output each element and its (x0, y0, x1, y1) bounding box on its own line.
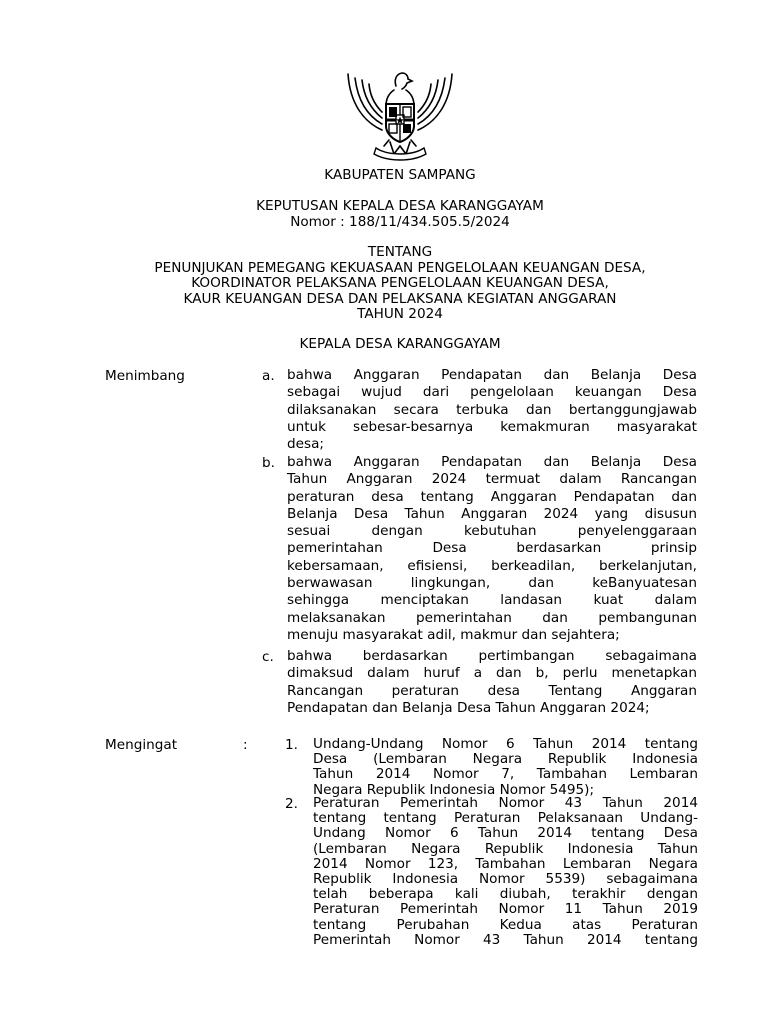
text-line: dilaksanakan secara terbuka dan bertanggungjawab (287, 401, 697, 418)
mengingat-label: Mengingat (105, 737, 178, 753)
text-line: telah beberapa kali diubah, terakhir dengan (313, 886, 698, 903)
menimbang-item-b (287, 454, 697, 644)
text-line: bahwa Anggaran Pendapatan dan Belanja Desa (287, 367, 697, 383)
item-marker: 1. (285, 737, 298, 753)
text-line: Belanja Desa Tahun Anggaran 2024 yang disusun (287, 505, 697, 522)
text-line: sehingga menciptakan landasan kuat dalam (287, 592, 697, 609)
mengingat-colon: : (243, 737, 248, 753)
decree-number: Nomor : 188/11/434.505.5/2024 (290, 214, 510, 230)
text-line: Tahun 2014 Nomor 7, Tambahan Lembaran (313, 766, 698, 783)
text-line: Republik Indonesia Nomor 5539) sebagaimana (313, 871, 698, 888)
regency-name: KABUPATEN SAMPANG (324, 167, 476, 183)
text-line: bahwa Anggaran Pendapatan dan Belanja Desa (287, 454, 697, 470)
text-line: Undang Nomor 6 Tahun 2014 tentang Desa (313, 825, 698, 842)
subject-line: KAUR KEUANGAN DESA DAN PELAKSANA KEGIATAN ANGGARAN (183, 291, 617, 307)
item-marker: 2. (285, 796, 298, 812)
text-line: desa; (287, 436, 324, 453)
text-line: berwawasan lingkungan, dan keBanyuatesan (287, 575, 697, 592)
subject-line: PENUNJUKAN PEMEGANG KEKUASAAN PENGELOLAAN KEUANGAN DESA, (154, 260, 646, 276)
text-line: Undang-Undang Nomor 6 Tahun 2014 tentang (313, 736, 698, 752)
about-heading: TENTANG (367, 244, 433, 260)
menimbang-item-c (287, 648, 697, 717)
item-marker: b. (262, 455, 275, 471)
text-line: bahwa berdasarkan pertimbangan sebagaimana (287, 648, 697, 664)
subject-line: TAHUN 2024 (357, 306, 443, 322)
text-line: menuju masyarakat adil, makmur dan sejahtera; (287, 626, 620, 643)
menimbang-label: Menimbang (105, 368, 185, 384)
text-line: peraturan desa tentang Anggaran Pendapatan dan (287, 488, 697, 505)
official-title: KEPALA DESA KARANGGAYAM (299, 336, 501, 352)
item-marker: a. (262, 368, 275, 384)
text-line: dimaksud dalam huruf a dan b, perlu menetapkan (287, 665, 697, 682)
text-line: Pemerintah Nomor 43 Tahun 2014 tentang (313, 931, 698, 948)
text-line: Desa (Lembaran Negara Republik Indonesia (313, 751, 698, 768)
text-line: (Lembaran Negara Republik Indonesia Tahun (313, 840, 698, 857)
text-line: Negara Republik Indonesia Nomor 5495); (313, 781, 595, 798)
item-marker: c. (262, 649, 274, 665)
mengingat-item-2 (313, 796, 698, 948)
text-line: kebersamaan, efisiensi, berkeadilan, berkelanjutan, (287, 557, 697, 574)
decree-title: KEPUTUSAN KEPALA DESA KARANGGAYAM (256, 198, 544, 214)
text-line: Peraturan Pemerintah Nomor 11 Tahun 2019 (313, 901, 698, 918)
text-line: untuk sebesar-besarnya kemakmuran masyarakat (287, 418, 697, 435)
text-line: sesuai dengan kebutuhan penyelenggaraan (287, 523, 697, 540)
text-line: Tahun Anggaran 2024 termuat dalam Rancangan (287, 471, 697, 488)
menimbang-item-a (287, 367, 697, 453)
text-line: 2014 Nomor 123, Tambahan Lembaran Negara (313, 855, 698, 872)
text-line: sebagai wujud dari pengelolaan keuangan Desa (287, 384, 697, 401)
mengingat-item-1 (313, 737, 698, 798)
text-line: pemerintahan Desa berdasarkan prinsip (287, 540, 697, 557)
garuda-emblem-icon (342, 60, 458, 164)
text-line: tentang Perubahan Kedua atas Peraturan (313, 916, 698, 933)
text-line: Rancangan peraturan desa Tentang Anggaran (287, 682, 697, 699)
subject-line: KOORDINATOR PELAKSANA PENGELOLAAN KEUANGAN DESA, (191, 275, 609, 291)
text-line: Pendapatan dan Belanja Desa Tahun Anggaran 2024; (287, 699, 650, 716)
text-line: tentang tentang Peraturan Pelaksanaan Undang- (313, 810, 698, 827)
text-line: melaksanakan pemerintahan dan pembangunan (287, 609, 697, 626)
text-line: Peraturan Pemerintah Nomor 43 Tahun 2014 (313, 795, 698, 811)
